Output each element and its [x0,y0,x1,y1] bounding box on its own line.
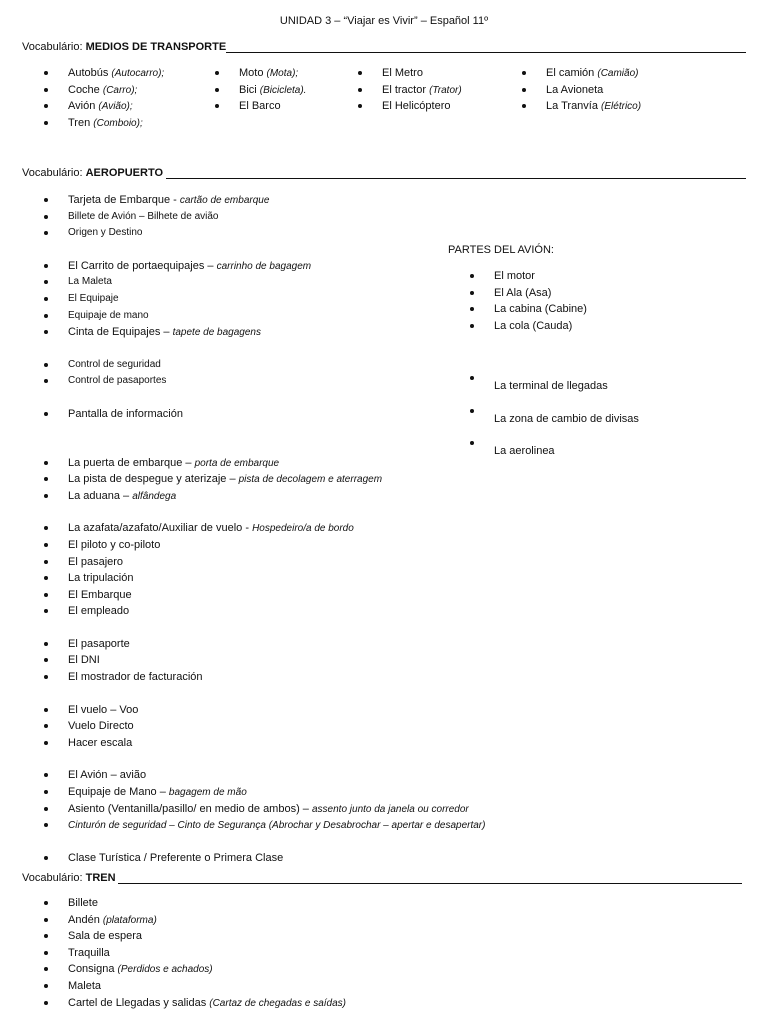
list-item [546,65,641,82]
item-text: El Ala (Asa) [494,286,552,299]
item-translation: (Comboio); [93,117,143,129]
bullet-icon [470,376,474,380]
item-text: La Tranvía [546,100,602,113]
bullet-icon [44,560,48,564]
list-item [494,301,587,318]
bullet-icon [44,215,48,219]
bullet-icon [44,984,48,988]
list-item [68,192,485,209]
item-translation: Hospedeiro/a de bordo [252,523,354,535]
list-item [68,912,346,929]
bullet-icon [44,231,48,235]
item-text: El Embarque [68,588,132,601]
bullet-icon [44,773,48,777]
bullet-icon [44,461,48,465]
train-vocab-list [68,895,346,1011]
list-gap [68,439,485,455]
item-text: El Avión – avião [68,769,147,782]
airport-vocab-list [68,192,485,866]
list-item [68,928,346,945]
transport-column-4 [546,65,641,115]
list-item [239,82,306,99]
item-translation: alfândega [132,490,177,502]
list-item [68,258,485,275]
list-item [68,274,485,291]
bullet-icon [44,741,48,745]
bullet-icon [44,264,48,268]
item-text: El pasajero [68,555,124,568]
bullet-icon [215,71,219,75]
list-gap [68,504,485,520]
list-item [68,406,485,423]
item-text: Maleta [68,979,102,992]
list-item [68,488,485,505]
bullet-icon [44,526,48,530]
bullet-icon [44,379,48,383]
item-text: Andén [68,913,103,926]
list-item [494,403,639,436]
bullet-icon [522,71,526,75]
list-item [382,82,462,99]
item-translation: (Carro); [102,84,138,96]
bullet-icon [44,918,48,922]
item-text: La cabina (Cabine) [494,303,587,316]
bullet-icon [44,363,48,367]
airport-extra-list [494,370,639,468]
bullet-icon [215,88,219,92]
item-text: Consigna [68,963,118,976]
item-text: El empleado [68,605,130,618]
item-text: La Maleta [68,276,112,288]
item-text: Control de pasaportes [68,375,167,387]
bullet-icon [44,297,48,301]
item-translation: Cinturón de seguridad – Cinto de Segurança (Abrochar y Desabrochar – apertar e desapertar) [68,820,486,832]
bullet-icon [44,314,48,318]
list-item [382,98,462,115]
list-item [494,435,639,468]
bullet-icon [44,71,48,75]
bullet-icon [44,823,48,827]
list-item [68,65,164,82]
item-text: Autobús [68,67,112,79]
partes-avion-heading: PARTES DEL AVIÓN: [448,244,554,256]
item-text: El Equipaje [68,292,119,304]
item-text: El Carrito de portaequipajes – [68,259,217,272]
list-item [68,801,485,818]
item-text: El Barco [239,100,281,113]
list-item [68,735,485,752]
item-text: El pasaporte [68,637,130,650]
item-text: El DNI [68,654,100,667]
list-item [68,98,164,115]
list-gap [68,390,485,406]
item-text: La tripulación [68,572,134,585]
bullet-icon [44,88,48,92]
item-text: Equipaje de mano [68,309,149,321]
list-item [68,669,485,686]
section-title: TREN [85,872,116,884]
item-translation: porta de embarque [194,457,280,469]
item-text: La aerolinea [494,445,555,457]
item-text: El tractor [382,83,430,96]
item-text: El vuelo – Voo [68,703,139,716]
transport-column-1 [68,65,164,131]
item-text: Tren [68,116,94,129]
list-item [546,98,641,115]
item-text: Coche [68,83,103,96]
item-translation: tapete de bagagens [172,327,261,339]
item-translation: (Camião) [597,68,639,79]
item-translation: (Mota); [266,68,299,79]
list-item [68,718,485,735]
partes-avion-list [494,268,587,334]
bullet-icon [44,724,48,728]
list-gap [68,834,485,850]
list-item [68,895,346,912]
item-text: Vuelo Directo [68,720,134,733]
bullet-icon [470,441,474,445]
item-translation: (Perdidos e achados) [117,964,213,976]
list-item [68,850,485,867]
bullet-icon [358,71,362,75]
bullet-icon [470,409,474,413]
item-translation: assento junto da janela ou corredor [311,803,469,815]
bullet-icon [44,280,48,284]
list-item [239,65,306,82]
item-text: Cartel de Llegadas y salidas [68,996,210,1009]
section-rule [166,178,746,179]
section-prefix: Vocabulário: [22,872,86,884]
section-title: MEDIOS DE TRANSPORTE [85,41,227,53]
item-text: Origen y Destino [68,227,143,239]
item-text: Equipaje de Mano – [68,786,169,799]
section-title: AEROPUERTO [85,167,164,179]
transport-column-3 [382,65,462,115]
list-item [68,520,485,537]
item-text: Avión [68,100,99,113]
list-gap [68,751,485,767]
item-translation: pista de decolagem e aterragem [238,474,383,486]
list-item [68,115,164,132]
item-text: La terminal de llegadas [494,380,608,392]
list-item [68,587,485,604]
list-item [68,995,346,1012]
bullet-icon [44,658,48,662]
item-text: Traquilla [68,946,110,959]
list-item [68,702,485,719]
bullet-icon [44,576,48,580]
item-text: La Avioneta [546,83,604,96]
list-item [68,471,485,488]
list-item [382,65,462,82]
item-text: Clase Turística / Preferente o Primera Clase [68,851,284,864]
item-text: Hacer escala [68,736,133,749]
item-text: El piloto y co-piloto [68,538,161,551]
item-translation: cartão de embarque [179,195,270,206]
list-item [68,82,164,99]
list-item [68,570,485,587]
list-item [68,357,485,374]
list-item [68,961,346,978]
bullet-icon [44,675,48,679]
bullet-icon [44,856,48,860]
list-gap [68,423,485,439]
list-item [68,945,346,962]
item-translation: carrinho de bagagem [216,260,312,272]
section-heading-aeropuerto [22,167,163,179]
list-item [68,291,485,308]
list-item [68,636,485,653]
section-prefix: Vocabulário: [22,167,86,179]
bullet-icon [44,642,48,646]
list-item [68,324,485,341]
list-gap [68,620,485,636]
bullet-icon [44,807,48,811]
bullet-icon [44,934,48,938]
item-text: Control de seguridad [68,358,161,370]
bullet-icon [44,412,48,416]
list-item [494,268,587,285]
section-rule [118,883,742,884]
item-text: La azafata/azafato/Auxiliar de vuelo - [68,522,253,535]
bullet-icon [522,104,526,108]
list-gap [68,242,485,258]
list-gap [68,341,485,357]
bullet-icon [215,104,219,108]
item-translation: bagagem de mão [168,787,247,799]
item-translation: (Avião); [98,101,133,113]
bullet-icon [358,104,362,108]
list-item [68,817,485,834]
list-item [68,373,485,390]
section-prefix: Vocabulário: [22,41,86,53]
list-item [68,554,485,571]
list-item [68,225,485,242]
item-translation: (Bicicleta). [259,84,307,96]
list-item [68,652,485,669]
item-text: El Helicóptero [382,100,451,113]
list-item [546,82,641,99]
bullet-icon [470,291,474,295]
item-text: El camión [546,67,598,79]
item-text: Moto [239,67,267,79]
list-item [68,455,485,472]
item-translation: (Elétrico) [601,101,642,113]
item-text: La puerta de embarque – [68,456,195,469]
item-text: El motor [494,270,535,282]
bullet-icon [44,951,48,955]
item-translation: (Cartaz de chegadas e saídas) [209,997,346,1009]
bullet-icon [44,121,48,125]
item-translation: (Autocarro); [111,68,165,79]
list-item [68,308,485,325]
bullet-icon [522,88,526,92]
item-text: Billete de Avión – Bilhete de avião [68,210,219,222]
list-item [68,784,485,801]
section-rule [226,52,746,53]
bullet-icon [44,609,48,613]
transport-column-2 [239,65,306,115]
list-item [239,98,306,115]
item-text: Tarjeta de Embarque - [68,194,180,206]
list-gap [68,686,485,702]
item-text: Sala de espera [68,930,142,943]
section-heading-tren [22,872,116,884]
bullet-icon [44,330,48,334]
item-text: El Metro [382,67,423,79]
list-item [68,209,485,226]
bullet-icon [44,104,48,108]
item-text: La pista de despegue y aterizaje – [68,473,239,486]
list-item [494,370,639,403]
item-text: Asiento (Ventanilla/pasillo/ en medio de ambos) – [68,802,312,815]
bullet-icon [44,901,48,905]
bullet-icon [44,967,48,971]
section-heading-transporte [22,41,226,53]
item-text: La aduana – [68,489,133,502]
bullet-icon [44,198,48,202]
item-translation: (plataforma) [102,914,157,926]
bullet-icon [44,790,48,794]
bullet-icon [358,88,362,92]
list-item [68,978,346,995]
bullet-icon [44,543,48,547]
item-text: La zona de cambio de divisas [494,412,639,425]
page-title: UNIDAD 3 – “Viajar es Vivir” – Español 11º [279,15,489,27]
bullet-icon [44,708,48,712]
item-text: El mostrador de facturación [68,671,203,684]
item-translation: (Trator) [429,84,462,96]
bullet-icon [44,477,48,481]
item-text: La cola (Cauda) [494,319,573,332]
bullet-icon [470,324,474,328]
list-item [68,767,485,784]
list-item [68,603,485,620]
item-text: Pantalla de información [68,407,183,420]
list-item [68,537,485,554]
item-text: Bici [239,83,260,96]
list-item [494,318,587,335]
bullet-icon [44,1001,48,1005]
item-text: Billete [68,897,98,909]
bullet-icon [470,274,474,278]
bullet-icon [44,494,48,498]
list-item [494,285,587,302]
bullet-icon [44,593,48,597]
item-text: Cinta de Equipajes – [68,326,173,339]
